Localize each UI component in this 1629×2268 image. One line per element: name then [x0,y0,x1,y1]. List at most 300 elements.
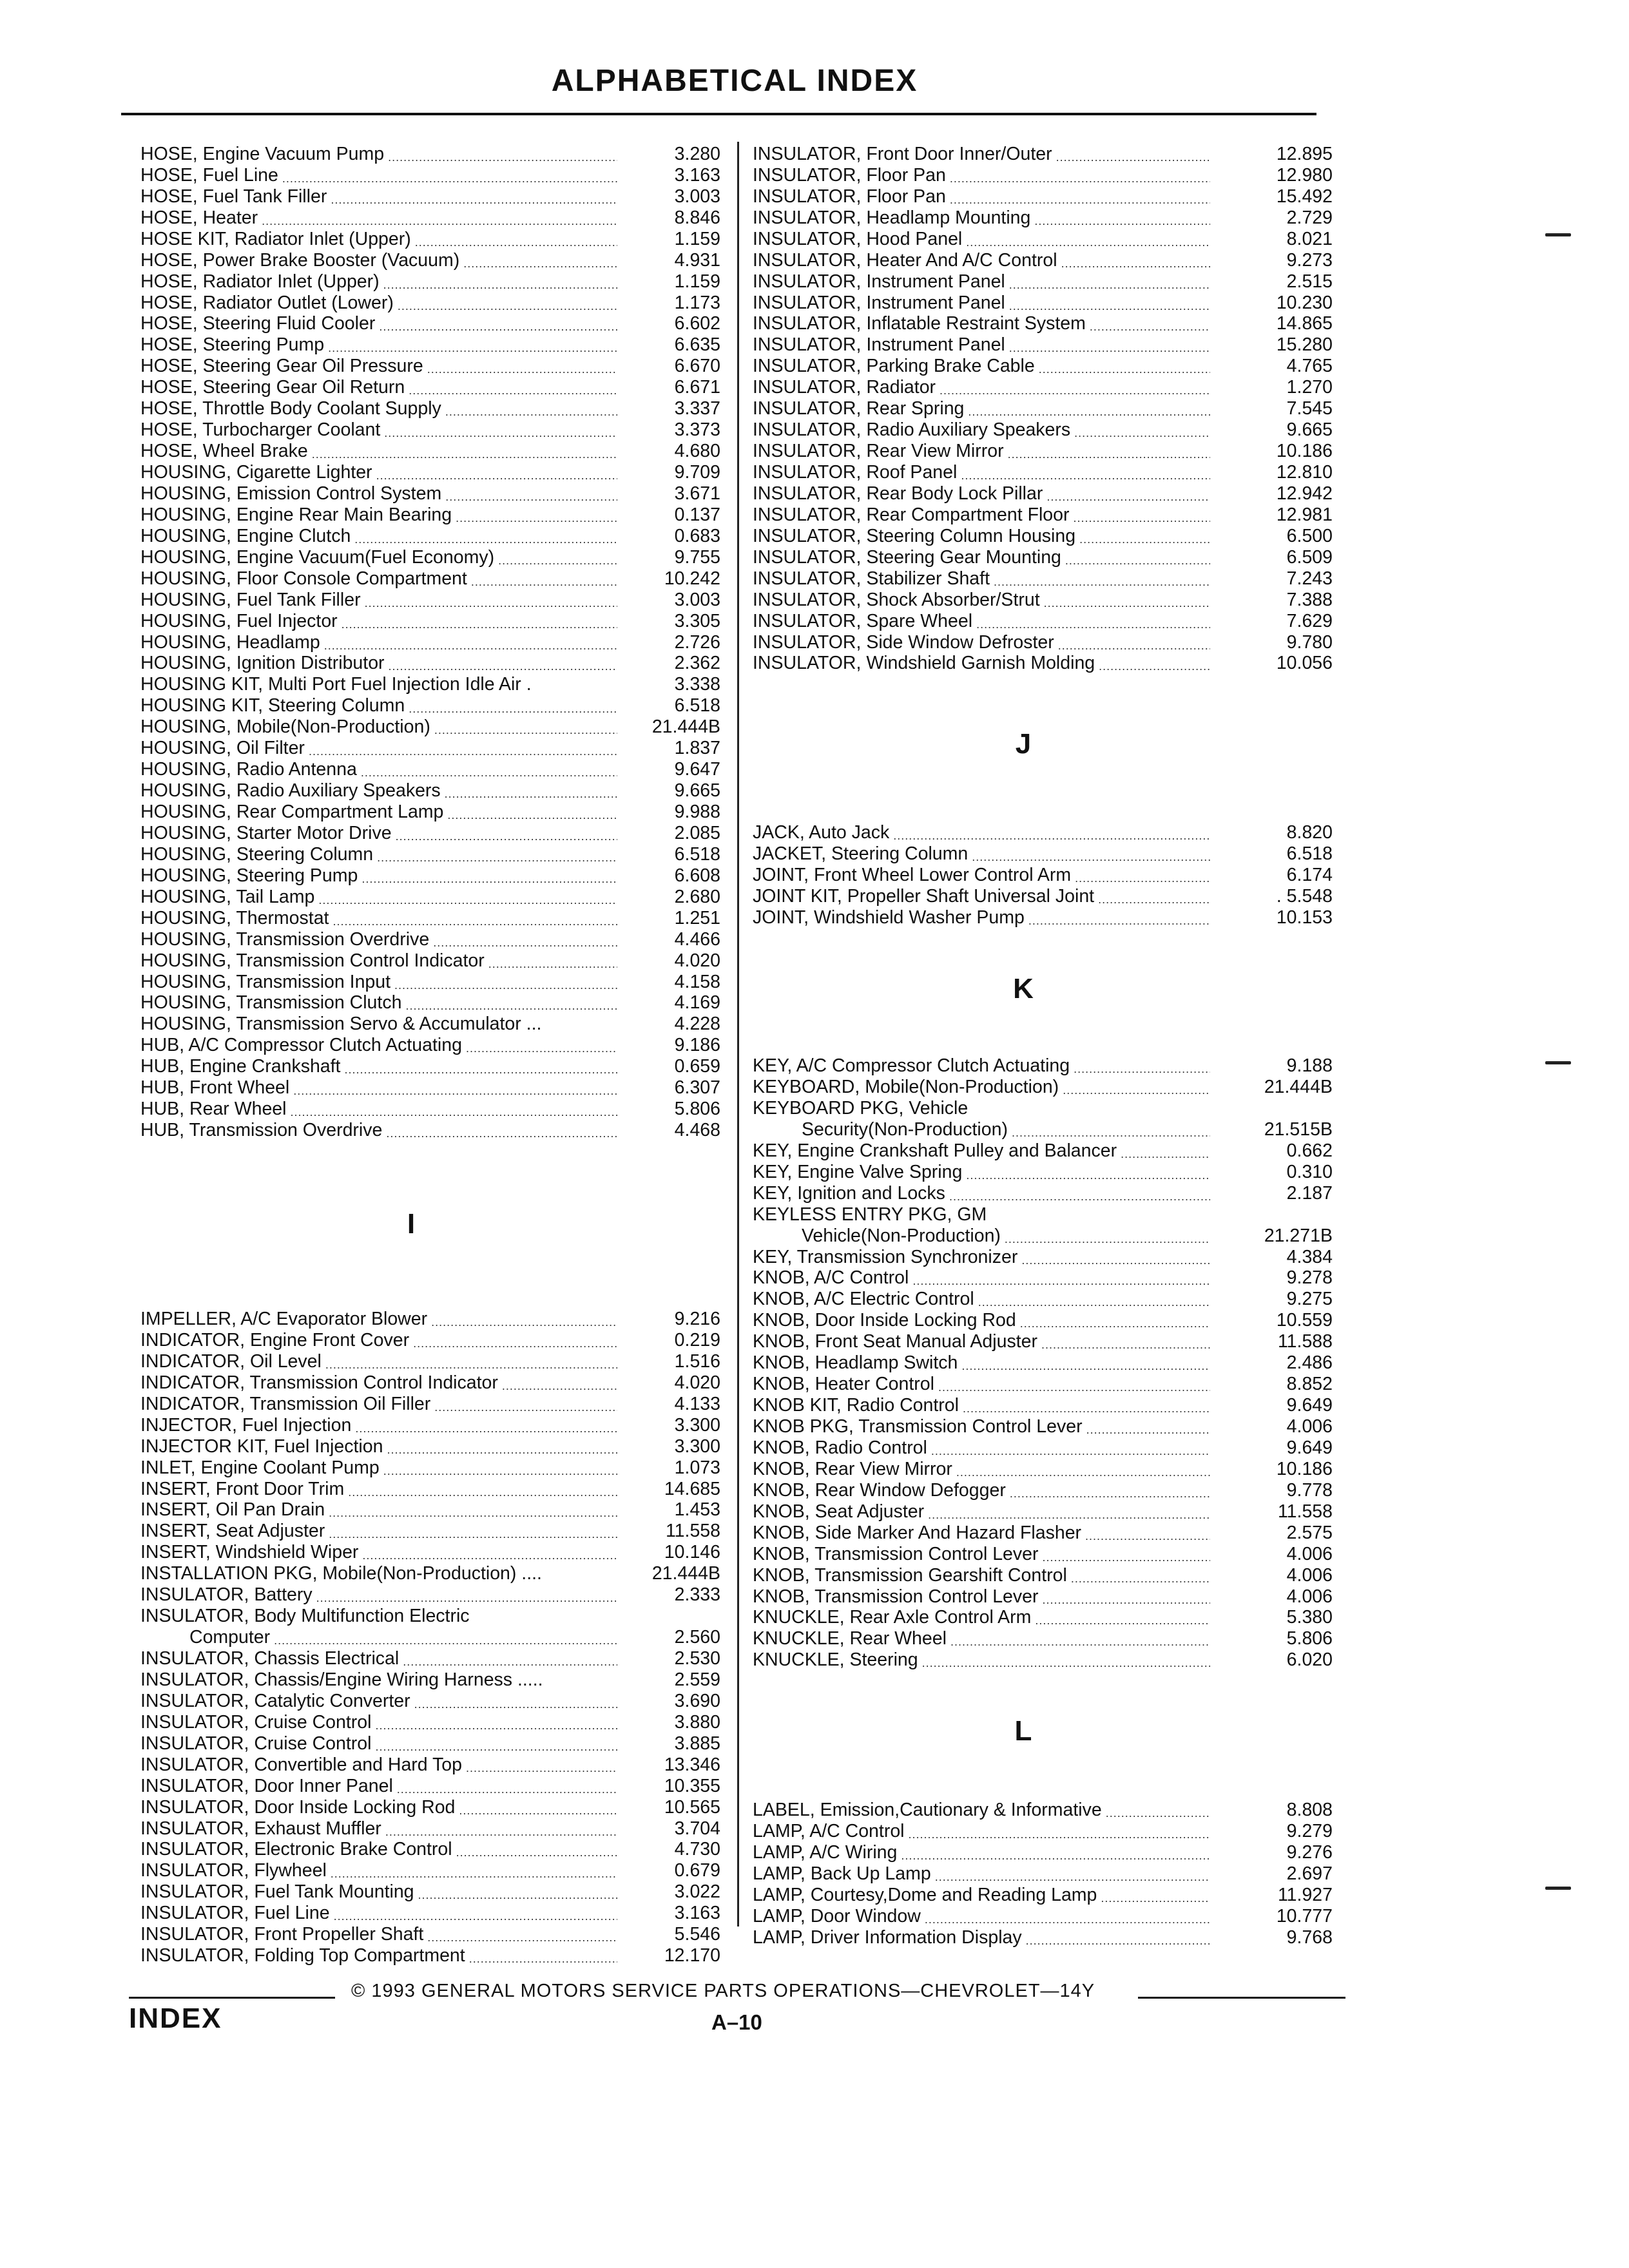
entry-page-number: 21.515B [1264,1119,1333,1140]
index-entry [140,568,720,589]
entry-page-number: 6.500 [1286,525,1333,546]
entry-page-number: 3.880 [674,1711,720,1733]
entry-page-number: 10.153 [1276,907,1333,928]
entry-page-number: 3.338 [674,674,720,695]
dot-leader [498,553,617,568]
entry-page-number: 6.518 [674,843,720,865]
entry-name: HOUSING, Transmission Overdrive [140,928,430,950]
index-entry [140,186,720,207]
entry-name: INSULATOR, Rear Body Lock Pillar [753,483,1043,504]
entry-page-number: 7.629 [1286,610,1333,631]
entry-page-number: 4.765 [1286,356,1333,377]
entry-name: JOINT, Windshield Washer Pump [753,907,1025,928]
dot-leader [949,1189,1210,1204]
dot-leader [385,1825,617,1839]
index-entry [753,164,1333,186]
entry-name: INDICATOR, Transmission Oil Filler [140,1393,431,1414]
entry-name: HOUSING, Tail Lamp [140,886,315,907]
dot-leader [1061,256,1210,271]
dot-leader [329,1527,617,1541]
entry-page-number: 4.384 [1286,1246,1333,1267]
entry-page-number: 4.730 [674,1839,720,1860]
index-entry [753,143,1333,164]
margin-tick-mark [1545,1061,1571,1064]
entry-page-number: 9.216 [674,1309,720,1329]
dot-leader [928,1508,1210,1522]
entry-name: INSULATOR, Electronic Brake Control [140,1839,452,1860]
entry-name: HOUSING, Rear Compartment Lamp [140,802,444,822]
entry-page-number: 1.270 [1286,377,1333,398]
index-entry [753,1119,1333,1140]
entry-name: LABEL, Emission,Cautionary & Informative [753,1800,1102,1821]
entry-page-number: 9.709 [674,462,720,483]
index-entry [753,292,1333,313]
entry-name: KEY, Engine Crankshaft Pulley and Balancer [753,1140,1117,1161]
index-entry [140,355,720,376]
index-entry [140,1119,720,1140]
entry-page-number: 2.333 [674,1584,720,1606]
index-entry [140,1457,720,1478]
index-entry [753,631,1333,653]
entry-name: HUB, Transmission Overdrive [140,1120,383,1141]
entry-name: KNOB KIT, Radio Control [753,1395,959,1416]
index-entry [753,1182,1333,1204]
index-entry [140,398,720,419]
entry-name: INSULATOR, Fuel Line [140,1903,330,1924]
entry-name: INSERT, Front Door Trim [140,1478,345,1499]
entry-name: HOSE, Steering Fluid Cooler [140,313,376,334]
entry-page-number: 9.988 [674,802,720,822]
index-entry [753,568,1333,589]
entry-page-number: 9.273 [1286,249,1333,271]
index-entry [140,313,720,334]
entry-page-number: 4.133 [674,1393,720,1414]
dot-leader [403,1655,617,1669]
entry-name: INDICATOR, Engine Front Cover [140,1329,410,1350]
index-entry [753,1628,1333,1649]
entry-name: INSULATOR, Radio Auxiliary Speakers [753,419,1071,441]
entry-page-number: 14.865 [1276,313,1333,334]
dot-leader [324,639,617,653]
dot-leader [387,1443,617,1457]
entry-name: KEYBOARD PKG, Vehicle [753,1097,969,1119]
index-entry [140,1329,720,1350]
entry-name: INSULATOR, Instrument Panel [753,292,1005,313]
index-entry [140,1562,720,1584]
dot-leader [342,617,617,631]
dot-leader [1034,214,1210,228]
entry-page-number: 7.545 [1286,398,1333,419]
dot-leader [434,1400,617,1414]
entry-page-number: 10.777 [1276,1905,1333,1927]
entry-page-number: 1.251 [674,907,720,928]
dot-leader [1028,914,1210,928]
index-entry [753,1501,1333,1522]
entry-page-number: 3.003 [674,589,720,610]
index-entry [140,1669,720,1690]
entry-page-number: 8.820 [1286,822,1333,843]
index-entry [140,1499,720,1521]
entry-page-number: 5.380 [1286,1607,1333,1628]
dot-leader [935,1870,1210,1884]
entry-name: INSERT, Seat Adjuster [140,1521,325,1542]
entry-name: JOINT KIT, Propeller Shaft Universal Joint [753,886,1095,907]
dot-leader [1074,511,1211,525]
entry-page-number: 10.230 [1276,292,1333,313]
entry-page-number: 3.671 [674,483,720,504]
dot-leader [456,511,617,525]
entry-page-number: 3.163 [674,164,720,186]
entry-name: KEYBOARD, Mobile(Non-Production) [753,1077,1059,1097]
entry-page-number: 15.492 [1276,186,1333,207]
dot-leader [375,1718,617,1733]
index-entry [753,1394,1333,1416]
entry-page-number: 12.895 [1276,143,1333,164]
footer-section-label: INDEX [129,2003,222,2034]
entry-name: IMPELLER, A/C Evaporator Blower [140,1309,428,1329]
dot-leader [1005,1232,1210,1246]
index-entry [753,1863,1333,1884]
index-entry [140,1034,720,1055]
dot-leader [334,1909,617,1923]
index-entry [140,376,720,398]
entry-name: INSULATOR, Spare Wheel [753,610,973,631]
entry-page-number: 11.927 [1277,1885,1333,1905]
entry-page-number: 5.806 [1286,1628,1333,1649]
entry-name: HOUSING, Steering Pump [140,865,358,886]
dot-leader [354,532,617,546]
index-entry [140,271,720,292]
entry-page-number: 0.683 [674,525,720,546]
index-entry [140,228,720,249]
entry-name: HOSE, Steering Gear Oil Return [140,377,405,398]
entry-name: INSULATOR, Headlamp Mounting [753,207,1031,228]
entry-page-number: 8.852 [1286,1374,1333,1395]
entry-name: HOSE KIT, Radiator Inlet (Upper) [140,228,411,249]
index-entry [140,1013,720,1034]
dot-leader [445,787,617,801]
dot-leader [414,1697,617,1711]
dot-leader [379,320,617,334]
dot-leader [405,999,617,1013]
index-entry [140,483,720,504]
dot-leader [431,1315,617,1329]
dot-leader [293,1084,617,1098]
index-entry [140,631,720,653]
entry-name: KEY, A/C Compressor Clutch Actuating [753,1055,1070,1077]
entry-page-number: 14.685 [664,1478,720,1499]
dot-leader [966,1168,1210,1182]
index-entry [140,334,720,355]
section-letter-k: K [1013,973,1034,1005]
index-entry [140,1308,720,1329]
entry-page-number: 11.558 [1277,1501,1333,1522]
index-entry [753,504,1333,525]
index-entry [140,758,720,780]
dot-leader [1085,1529,1210,1543]
entry-name: HOUSING, Steering Column [140,843,374,865]
dot-leader [466,1041,617,1055]
section-letter-i: I [407,1208,416,1240]
index-entry [140,164,720,186]
dot-leader [1079,532,1210,546]
index-entry [140,1690,720,1711]
dot-leader [976,617,1210,631]
dot-leader [950,193,1210,207]
entry-name: JOINT, Front Wheel Lower Control Arm [753,865,1072,886]
entry-page-number: 3.704 [674,1818,720,1839]
index-entry [140,992,720,1014]
entry-page-number: 2.486 [1286,1352,1333,1374]
index-entry [753,483,1333,504]
entry-name: INSULATOR, Inflatable Restraint System [753,313,1086,334]
entry-page-number: 3.300 [674,1414,720,1436]
dot-leader [427,1930,617,1945]
dot-leader [348,1485,617,1499]
index-entry [140,1754,720,1775]
column-divider [737,142,739,1927]
dot-leader [262,214,617,228]
dot-leader [445,490,617,504]
title-rule [121,113,1316,115]
entry-name: HOSE, Power Brake Booster (Vacuum) [140,249,460,271]
dot-leader [1041,1338,1210,1352]
index-entry [140,1648,720,1669]
entry-page-number: 6.670 [674,356,720,377]
index-entry [753,207,1333,228]
entry-page-number: 3.300 [674,1436,720,1457]
dot-leader [355,1421,617,1436]
index-entry [140,1605,720,1626]
dot-leader [386,1126,617,1140]
entry-page-number: 3.885 [674,1733,720,1754]
entry-name: INSULATOR, Rear Spring [753,398,965,419]
entry-page-number: 6.020 [1286,1649,1333,1671]
right-column [753,143,1333,1948]
entry-page-number: 2.575 [1286,1522,1333,1543]
entry-page-number: 2.680 [674,886,720,907]
entry-page-number: 2.515 [1286,271,1333,292]
dot-leader [893,829,1210,843]
entry-name: Computer [189,1627,271,1648]
dot-leader [318,893,617,907]
entry-name: HOUSING, Transmission Control Indicator [140,950,485,971]
index-entry [753,355,1333,376]
entry-page-number: 4.020 [674,950,720,971]
entry-page-number: 5.546 [674,1924,720,1945]
entry-page-number: 9.186 [674,1035,720,1056]
index-entry [140,1077,720,1098]
index-entry [753,1586,1333,1607]
section-letter-j: J [1015,728,1032,760]
entry-page-number: 12.810 [1276,462,1333,483]
dot-leader [901,1849,1210,1863]
entry-name: KNOB, A/C Electric Control [753,1289,974,1310]
entry-page-number: 6.509 [1286,546,1333,568]
entry-name: INSULATOR, Flywheel [140,1860,327,1881]
entry-page-number: 8.846 [674,207,720,228]
entry-page-number: 2.726 [674,631,720,653]
dot-leader [383,278,617,292]
entry-name: KNOB, Front Seat Manual Adjuster [753,1331,1037,1352]
index-entry [753,1564,1333,1586]
dot-leader [1044,596,1210,610]
dot-leader [950,1635,1210,1649]
index-entry [753,313,1333,334]
dot-leader [1121,1147,1210,1161]
index-entry [140,822,720,843]
dot-leader [365,596,617,610]
index-entry [753,843,1333,864]
dot-leader [384,426,617,440]
entry-page-number: 9.188 [1286,1055,1333,1077]
entry-name: INSULATOR, Chassis/Engine Wiring Harness ..... [140,1669,543,1690]
entry-name: INSERT, Windshield Wiper [140,1542,359,1563]
index-entry [140,1055,720,1077]
index-entry [140,249,720,271]
dot-leader [413,1336,617,1350]
index-entry [140,1626,720,1648]
index-entry [753,186,1333,207]
dot-leader [415,235,617,249]
index-entry [753,249,1333,271]
index-entry [753,1841,1333,1863]
margin-tick-mark [1545,1887,1571,1890]
index-entry [753,1225,1333,1246]
index-entry [753,1416,1333,1437]
entry-name: HOSE, Heater [140,207,258,228]
entry-name: HOUSING, Transmission Input [140,971,391,992]
entry-name: LAMP, A/C Wiring [753,1842,898,1863]
entry-page-number: 6.518 [1286,843,1333,865]
entry-page-number: 5.806 [674,1099,720,1120]
entry-page-number: 8.808 [1286,1800,1333,1821]
index-entry [140,716,720,737]
entry-name: HOUSING, Transmission Clutch [140,992,402,1014]
entry-page-number: 2.187 [1286,1182,1333,1204]
entry-name: INSULATOR, Steering Gear Mounting [753,546,1061,568]
index-entry [140,1796,720,1818]
entry-page-number: 4.020 [674,1372,720,1393]
index-entry [753,1437,1333,1458]
entry-name: HOUSING, Radio Antenna [140,759,357,780]
entry-name: HOUSING KIT, Multi Port Fuel Injection Idle Air . [140,674,532,695]
entry-name: INSULATOR, Side Window Defroster [753,631,1054,653]
entry-page-number: 2.560 [674,1627,720,1648]
dot-leader [459,1803,617,1818]
dot-leader [312,447,617,461]
dot-leader [1035,1613,1210,1628]
dot-leader [912,1274,1210,1288]
index-entry [753,1884,1333,1905]
entry-name: LAMP, A/C Control [753,1821,905,1842]
dot-leader [940,383,1210,398]
entry-page-number: 10.056 [1276,653,1333,674]
entry-name: KNOB, Seat Adjuster [753,1501,925,1522]
dot-leader [328,341,617,355]
entry-name: KNOB, Headlamp Switch [753,1352,958,1374]
index-entry [753,461,1333,483]
dot-leader [961,1359,1210,1373]
entry-name: INSULATOR, Rear Compartment Floor [753,504,1070,525]
dot-leader [427,362,617,376]
entry-page-number: 1.159 [674,271,720,292]
dot-leader [466,1761,617,1775]
footer-rule-right [1138,1997,1345,1999]
entry-name: INLET, Engine Coolant Pump [140,1457,380,1478]
index-entry [753,1140,1333,1161]
index-entry [140,1860,720,1881]
dot-leader [409,383,617,398]
entry-name: INSULATOR, Floor Pan [753,164,946,186]
entry-page-number: 6.602 [674,313,720,334]
dot-leader [389,659,617,673]
index-entry [753,822,1333,843]
dot-leader [1043,1550,1211,1564]
dot-leader [1009,299,1210,313]
index-entry [140,653,720,674]
dot-leader [1065,553,1210,568]
entry-name: INSULATOR, Cruise Control [140,1711,372,1733]
dot-leader [375,1740,617,1754]
index-entry [753,885,1333,907]
entry-name: HOUSING, Mobile(Non-Production) [140,716,430,738]
entry-page-number: 3.163 [674,1903,720,1924]
entry-name: INSULATOR, Instrument Panel [753,334,1005,356]
index-entry [140,695,720,716]
dot-leader [274,1633,617,1648]
index-entry [753,1076,1333,1097]
entry-page-number: 2.362 [674,653,720,674]
entry-page-number: 8.021 [1286,228,1333,249]
dot-leader [488,957,617,971]
entry-page-number: 12.981 [1276,504,1333,525]
entry-page-number: 10.355 [664,1775,720,1796]
entry-name: INSULATOR, Roof Panel [753,462,958,483]
dot-leader [1063,1083,1210,1097]
entry-page-number: 9.778 [1286,1479,1333,1501]
dot-leader [418,1888,617,1902]
index-entry [753,1373,1333,1394]
entry-page-number: 4.006 [1286,1564,1333,1586]
entry-name: HOUSING, Engine Clutch [140,525,351,546]
index-entry [753,1055,1333,1076]
entry-page-number: 4.006 [1286,1416,1333,1437]
entry-page-number: 9.276 [1286,1842,1333,1863]
dot-leader [1086,1423,1210,1437]
entry-page-number: 1.837 [674,738,720,759]
index-entry [140,1923,720,1945]
index-entry [753,1458,1333,1479]
dot-leader [925,1912,1210,1927]
entry-name: INSULATOR, Folding Top Compartment [140,1945,465,1966]
entry-page-number: 9.665 [674,780,720,802]
entry-name: HOUSING, Thermostat [140,907,329,928]
index-entry [140,589,720,610]
entry-name: INSULATOR, Stabilizer Shaft [753,568,990,589]
entry-name: KNOB, Transmission Control Lever [753,1586,1039,1607]
entry-name: HUB, A/C Compressor Clutch Actuating [140,1035,462,1056]
entry-name: HUB, Front Wheel [140,1077,290,1099]
dot-leader [383,1464,617,1478]
dot-leader [972,850,1210,864]
entry-name: INSULATOR, Windshield Garnish Molding [753,653,1095,674]
entry-page-number: 4.006 [1286,1586,1333,1607]
dot-leader [1098,892,1210,907]
index-entry [140,1902,720,1923]
dot-leader [309,744,617,758]
entry-name: KNOB, Rear View Mirror [753,1458,952,1479]
